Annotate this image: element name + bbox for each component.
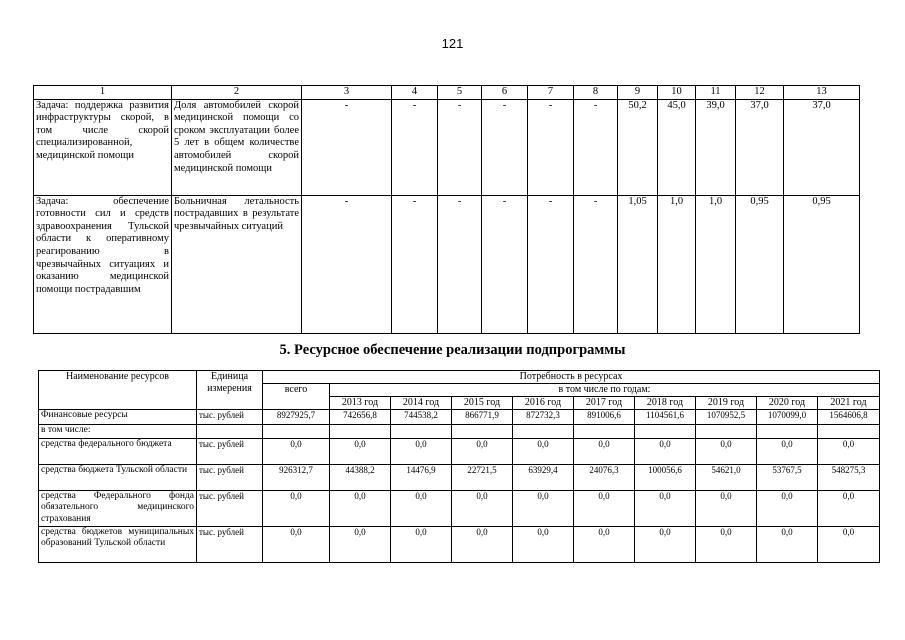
unit-cell: тыс. рублей	[197, 491, 263, 527]
value-cell: 866771,9	[452, 410, 513, 425]
value-cell: 63929,4	[513, 465, 574, 491]
year-header: 2018 год	[635, 397, 696, 410]
value-cell: -	[438, 99, 482, 195]
value-cell: 0,0	[513, 439, 574, 465]
value-cell: 0,0	[757, 439, 818, 465]
value-cell: 0,0	[818, 439, 880, 465]
table-header-row	[34, 86, 860, 100]
value-cell: 0,0	[391, 527, 452, 563]
value-cell: -	[574, 195, 618, 333]
value-cell	[391, 425, 452, 439]
value-cell: 0,0	[391, 439, 452, 465]
value-cell: 0,0	[696, 491, 757, 527]
value-cell: 53767,5	[757, 465, 818, 491]
value-cell: 0,0	[513, 491, 574, 527]
value-cell: -	[302, 195, 392, 333]
column-number: 3	[302, 86, 392, 100]
column-number: 5	[438, 86, 482, 100]
value-cell: 0,0	[452, 439, 513, 465]
column-number: 7	[528, 86, 574, 100]
resource-name: Финансовые ресурсы	[39, 410, 197, 425]
total-cell: 926312,7	[263, 465, 330, 491]
value-cell: 0,0	[513, 527, 574, 563]
unit-cell: тыс. рублей	[197, 410, 263, 425]
resource-name: средства федерального бюджета	[39, 439, 197, 465]
table-row	[34, 99, 860, 195]
value-cell: -	[482, 195, 528, 333]
value-cell: 45,0	[658, 99, 696, 195]
column-number: 2	[172, 86, 302, 100]
table-row	[39, 527, 880, 563]
unit-cell	[197, 425, 263, 439]
table-row	[39, 465, 880, 491]
year-header: 2021 год	[818, 397, 880, 410]
value-cell: 37,0	[784, 99, 860, 195]
value-cell	[452, 425, 513, 439]
value-cell: 742656,8	[330, 410, 391, 425]
value-cell	[757, 425, 818, 439]
value-cell	[574, 425, 635, 439]
value-cell: -	[528, 99, 574, 195]
resource-name: средства Федерального фонда обязательного медицинского страхования	[39, 491, 197, 527]
indicator-cell: Больничная летальность пострадавших в результате чрезвычайных ситуаций	[172, 195, 302, 333]
value-cell: 0,0	[391, 491, 452, 527]
column-number: 6	[482, 86, 528, 100]
total-cell: 0,0	[263, 491, 330, 527]
value-cell: 100056,6	[635, 465, 696, 491]
total-cell: 8927925,7	[263, 410, 330, 425]
value-cell	[635, 425, 696, 439]
unit-header: Единица измерения	[197, 371, 263, 410]
resource-name: в том числе:	[39, 425, 197, 439]
need-header: Потребность в ресурсах	[263, 371, 880, 384]
page-number: 121	[441, 36, 464, 51]
column-number: 10	[658, 86, 696, 100]
task-cell: Задача: обеспечение готовности сил и средств здравоохранения Тульской области к оперативному реагированию в чрезвычайных ситуациях и оказанию медицинской помощи пострадавшим	[34, 195, 172, 333]
unit-cell: тыс. рублей	[197, 439, 263, 465]
value-cell: 0,95	[736, 195, 784, 333]
value-cell: 22721,5	[452, 465, 513, 491]
value-cell: 0,0	[757, 491, 818, 527]
column-number: 11	[696, 86, 736, 100]
by-years-header: в том числе по годам:	[330, 384, 880, 397]
value-cell: -	[392, 195, 438, 333]
value-cell: 50,2	[618, 99, 658, 195]
table-row	[39, 410, 880, 425]
value-cell: -	[574, 99, 618, 195]
indicators-table	[33, 85, 860, 334]
value-cell: 0,0	[574, 439, 635, 465]
value-cell: 0,0	[330, 439, 391, 465]
resource-name: средства бюджета Тульской области	[39, 465, 197, 491]
resource-name-header: Наименование ресурсов	[39, 371, 197, 410]
value-cell: 14476,9	[391, 465, 452, 491]
table-row	[39, 425, 880, 439]
value-cell: 0,0	[696, 439, 757, 465]
value-cell: 0,0	[330, 491, 391, 527]
column-number: 9	[618, 86, 658, 100]
value-cell: -	[482, 99, 528, 195]
value-cell: 44388,2	[330, 465, 391, 491]
value-cell: 0,0	[696, 527, 757, 563]
value-cell: 0,0	[818, 491, 880, 527]
value-cell: 1,0	[658, 195, 696, 333]
section-title: 5. Ресурсное обеспечение реализации подпрограммы	[279, 342, 626, 358]
value-cell: 0,0	[574, 527, 635, 563]
value-cell: 0,0	[635, 439, 696, 465]
value-cell: -	[438, 195, 482, 333]
value-cell	[330, 425, 391, 439]
column-number: 1	[34, 86, 172, 100]
value-cell	[513, 425, 574, 439]
table-row	[39, 439, 880, 465]
table-header-row	[39, 371, 880, 384]
resource-name: средства бюджетов муниципальных образований Тульской области	[39, 527, 197, 563]
column-number: 4	[392, 86, 438, 100]
value-cell: 548275,3	[818, 465, 880, 491]
resources-table	[38, 370, 880, 563]
year-header: 2016 год	[513, 397, 574, 410]
year-header: 2019 год	[696, 397, 757, 410]
task-cell: Задача: поддержка развития инфраструктуры скорой, в том числе скорой специализированной, медицинской помощи	[34, 99, 172, 195]
value-cell: 0,0	[574, 491, 635, 527]
value-cell: 0,0	[635, 491, 696, 527]
unit-cell: тыс. рублей	[197, 465, 263, 491]
value-cell: 0,0	[452, 527, 513, 563]
value-cell: 0,0	[330, 527, 391, 563]
value-cell: 1070952,5	[696, 410, 757, 425]
value-cell: 1,0	[696, 195, 736, 333]
year-header: 2017 год	[574, 397, 635, 410]
year-header: 2020 год	[757, 397, 818, 410]
year-header: 2014 год	[391, 397, 452, 410]
value-cell: 1104561,6	[635, 410, 696, 425]
total-cell: 0,0	[263, 527, 330, 563]
indicator-cell: Доля автомобилей скорой медицинской помощи со сроком эксплуатации более 5 лет в общем количестве автомобилей скорой медицинской помощи	[172, 99, 302, 195]
unit-cell: тыс. рублей	[197, 527, 263, 563]
value-cell: 891006,6	[574, 410, 635, 425]
value-cell: 0,0	[757, 527, 818, 563]
value-cell: 1070099,0	[757, 410, 818, 425]
total-header: всего	[263, 384, 330, 410]
year-header: 2015 год	[452, 397, 513, 410]
value-cell: 872732,3	[513, 410, 574, 425]
value-cell: -	[392, 99, 438, 195]
value-cell: 1,05	[618, 195, 658, 333]
table-row	[39, 491, 880, 527]
value-cell: -	[302, 99, 392, 195]
column-number: 13	[784, 86, 860, 100]
value-cell: 0,0	[635, 527, 696, 563]
total-cell: 0,0	[263, 439, 330, 465]
value-cell: 0,0	[452, 491, 513, 527]
value-cell: 0,95	[784, 195, 860, 333]
value-cell: 744538,2	[391, 410, 452, 425]
value-cell: 1564606,8	[818, 410, 880, 425]
value-cell: 0,0	[818, 527, 880, 563]
value-cell: 54621,0	[696, 465, 757, 491]
value-cell: 37,0	[736, 99, 784, 195]
total-cell	[263, 425, 330, 439]
value-cell: 39,0	[696, 99, 736, 195]
column-number: 12	[736, 86, 784, 100]
value-cell	[818, 425, 880, 439]
column-number: 8	[574, 86, 618, 100]
value-cell: -	[528, 195, 574, 333]
year-header: 2013 год	[330, 397, 391, 410]
table-row	[34, 195, 860, 333]
value-cell: 24076,3	[574, 465, 635, 491]
value-cell	[696, 425, 757, 439]
